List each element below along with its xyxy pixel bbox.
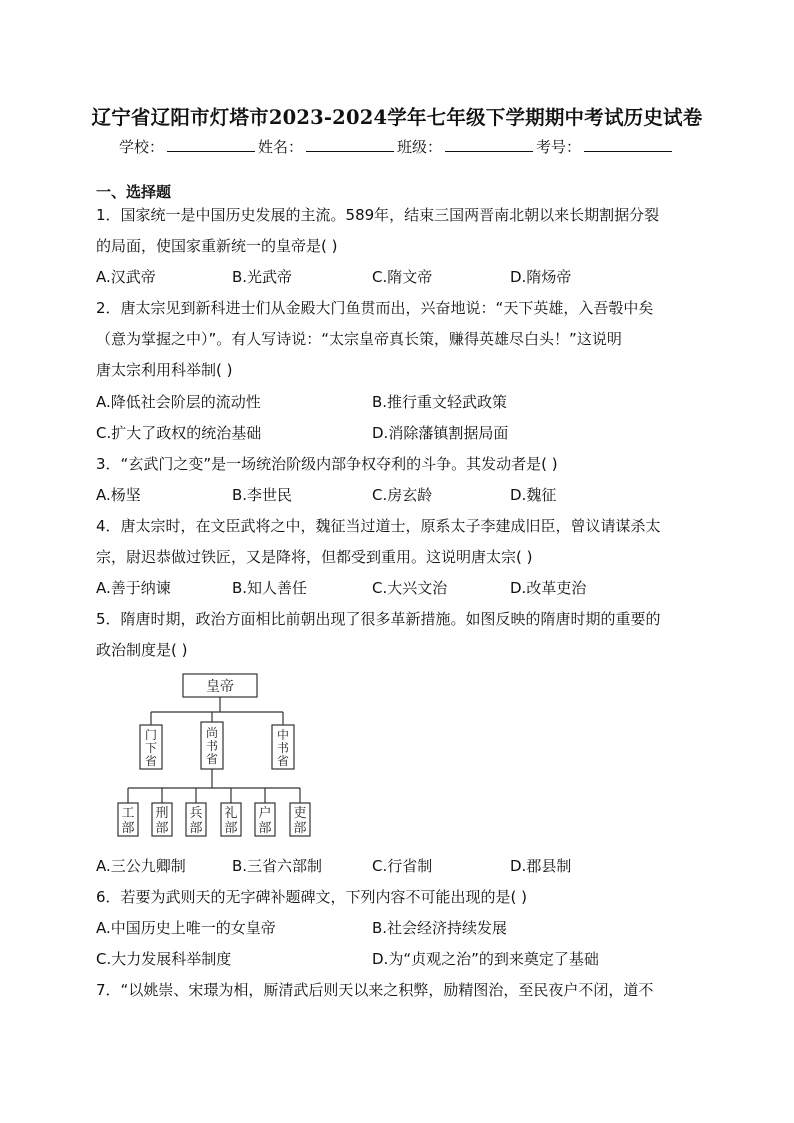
q1-option-c[interactable]: C.隋文帝 (372, 268, 433, 286)
ministry-label-1: 刑部 (155, 806, 169, 836)
q7-line1: 7．“以姚崇、宋璟为相，厮清武后则天以来之积弊，励精图治，至民夜户不闭，道不 (96, 981, 654, 999)
middle-box-label-2: 中书省 (276, 728, 290, 768)
q3-option-d[interactable]: D.魏征 (510, 486, 557, 504)
ministry-label-4: 户部 (258, 806, 272, 836)
ministry-label-3: 礼部 (224, 806, 238, 836)
exam-title: 辽宁省辽阳市灯塔市2023-2024学年七年级下学期期中考试历史试卷 (91, 106, 703, 129)
q2-line1: 2．唐太宗见到新科进士们从金殿大门鱼贯而出，兴奋地说：“天下英雄，入吾彀中矣 (96, 299, 654, 317)
ministry-label-0: 工部 (121, 806, 135, 836)
emperor-label: 皇帝 (206, 679, 234, 695)
middle-labels (145, 725, 289, 768)
q1-line2: 的局面，使国家重新统一的皇帝是( ) (96, 237, 338, 255)
q4-option-c[interactable]: C.大兴文治 (372, 579, 448, 597)
q5-option-b[interactable]: B.三省六部制 (232, 857, 323, 875)
q6-option-c[interactable]: C.大力发展科举制度 (96, 950, 232, 968)
q6-line1: 6．若要为武则天的无字碑补题碑文，下列内容不可能出现的是( ) (96, 888, 528, 906)
q2-option-c[interactable]: C.扩大了政权的统治基础 (96, 424, 262, 442)
q5-option-a[interactable]: A.三公九卿制 (96, 857, 186, 875)
q4-line1: 4．唐太宗时，在文臣武将之中，魏征当过道士，原系太子李建成旧臣，曾议请谋杀太 (96, 517, 661, 535)
q1-option-d[interactable]: D.隋炀帝 (510, 268, 572, 286)
ministry-label-5: 吏部 (293, 806, 307, 836)
q5-option-d[interactable]: D.郡县制 (510, 857, 572, 875)
q1-option-a[interactable]: A.汉武帝 (96, 268, 156, 286)
bottom-labels (121, 805, 306, 836)
q6-option-a[interactable]: A.中国历史上唯一的女皇帝 (96, 919, 276, 937)
q3-option-c[interactable]: C.房玄龄 (372, 486, 433, 504)
middle-box-label-1: 尚书省 (205, 726, 219, 766)
q4-option-b[interactable]: B.知人善任 (232, 579, 308, 597)
school-label: 学校： (118, 138, 164, 156)
q2-line3: 唐太宗利用科举制( ) (96, 361, 233, 379)
q6-option-b[interactable]: B.社会经济持续发展 (372, 919, 508, 937)
q4-option-a[interactable]: A.善于纳谏 (96, 579, 171, 597)
q2-line2: （意为掌握之中）”。有人写诗说：“太宗皇帝真长策，赚得英雄尽白头！”这说明 (96, 330, 622, 348)
q1-option-b[interactable]: B.光武帝 (232, 268, 293, 286)
q6-option-d[interactable]: D.为“贞观之治”的到来奠定了基础 (372, 950, 599, 968)
q2-option-a[interactable]: A.降低社会阶层的流动性 (96, 393, 261, 411)
q5-line2: 政治制度是( ) (96, 641, 188, 659)
q3-option-b[interactable]: B.李世民 (232, 486, 293, 504)
middle-box-label-0: 门下省 (144, 728, 158, 768)
q1-line1: 1．国家统一是中国历史发展的主流。589年，结束三国两晋南北朝以来长期割据分裂 (96, 206, 660, 224)
ministry-label-2: 兵部 (189, 806, 203, 836)
q4-line2: 宗，尉迟恭做过铁匠，又是降将，但都受到重用。这说明唐太宗( ) (96, 548, 533, 566)
q5-line1: 5．隋唐时期，政治方面相比前朝出现了很多革新措施。如图反映的隋唐时期的重要的 (96, 610, 661, 628)
q3-option-a[interactable]: A.杨坚 (96, 486, 141, 504)
q5-option-c[interactable]: C.行省制 (372, 857, 433, 875)
q3-line1: 3．“玄武门之变”是一场统治阶级内部争权夺利的斗争。其发动者是( ) (96, 455, 558, 473)
q2-option-d[interactable]: D.消除藩镇割据局面 (372, 424, 509, 442)
section-heading: 一、选择题 (96, 183, 172, 201)
name-label: 姓名： (257, 138, 303, 156)
class-label: 班级： (397, 138, 443, 156)
q4-option-d[interactable]: D.改革吏治 (510, 579, 587, 597)
q2-option-b[interactable]: B.推行重文轻武政策 (372, 393, 508, 411)
number-label: 考号： (536, 138, 582, 156)
